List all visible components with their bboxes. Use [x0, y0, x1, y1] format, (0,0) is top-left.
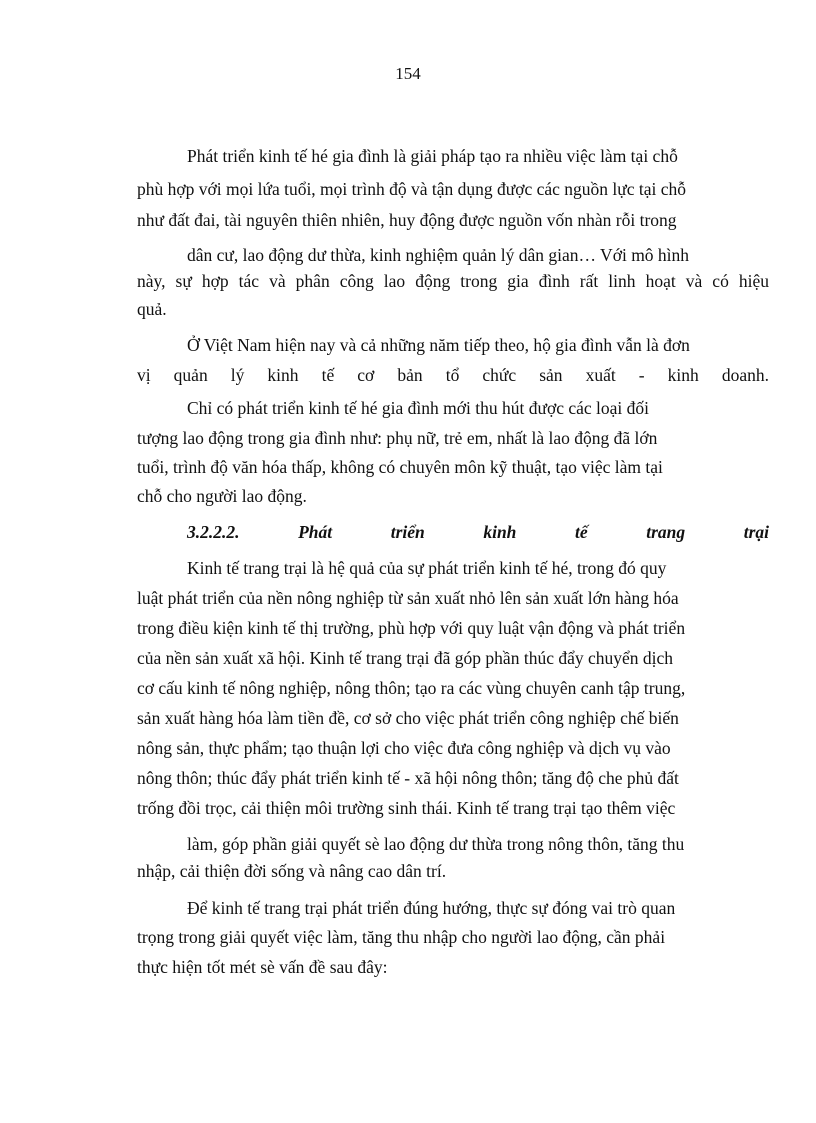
section-heading: 3.2.2.2. Phát triển kinh tế trang trại — [187, 522, 769, 542]
text-line: vị quản lý kinh tế cơ bản tổ chức sản xuất - kinh doanh. — [137, 365, 769, 385]
text-line: như đất đai, tài nguyên thiên nhiên, huy động được nguồn vốn nhàn rỗi trong — [137, 210, 677, 230]
text-line: thực hiện tốt mét sè vấn đề sau đây: — [137, 957, 388, 977]
text-line: Ở Việt Nam hiện nay và cả những năm tiếp theo, hộ gia đình vẫn là đơn — [187, 335, 690, 355]
text-line: trống đồi trọc, cải thiện môi trường sinh thái. Kinh tế trang trại tạo thêm việc — [137, 798, 676, 818]
text-line: nhập, cải thiện đời sống và nâng cao dân trí. — [137, 861, 447, 881]
text-line: nông sản, thực phẩm; tạo thuận lợi cho việc đưa công nghiệp và dịch vụ vào — [137, 738, 671, 758]
text-line: của nền sản xuất xã hội. Kinh tế trang trại đã góp phần thúc đẩy chuyển dịch — [137, 648, 674, 668]
text-line: trọng trong giải quyết việc làm, tăng thu nhập cho người lao động, cần phải — [137, 927, 666, 947]
text-line: Để kinh tế trang trại phát triển đúng hướng, thực sự đóng vai trò quan — [187, 898, 676, 918]
text-line: dân cư, lao động dư thừa, kinh nghiệm quản lý dân gian… Với mô hình — [187, 245, 690, 265]
text-line: tượng lao động trong gia đình như: phụ nữ, trẻ em, nhất là lao động đã lớn — [137, 428, 658, 448]
text-line: luật phát triển của nền nông nghiệp từ sản xuất nhỏ lên sản xuất lớn hàng hóa — [137, 588, 679, 608]
text-line: quả. — [137, 299, 167, 319]
text-line: trong điều kiện kinh tế thị trường, phù hợp với quy luật vận động và phát triển — [137, 618, 686, 638]
text-line: tuổi, trình độ văn hóa thấp, không có chuyên môn kỹ thuật, tạo việc làm tại — [137, 457, 663, 477]
text-line: Chỉ có phát triển kinh tế hé gia đình mới thu hút được các loại đối — [187, 398, 649, 418]
text-line: phù hợp với mọi lứa tuổi, mọi trình độ và tận dụng được các nguồn lực tại chỗ — [137, 179, 687, 199]
page-number: 154 — [395, 64, 421, 83]
text-line: Kinh tế trang trại là hệ quả của sự phát triển kinh tế hé, trong đó quy — [187, 558, 667, 578]
text-line: chỗ cho người lao động. — [137, 486, 307, 506]
text-line: nông thôn; thúc đẩy phát triển kinh tế - xã hội nông thôn; tăng độ che phủ đất — [137, 768, 679, 788]
text-line: này, sự hợp tác và phân công lao động trong gia đình rất linh hoạt và có hiệu — [137, 271, 769, 291]
text-line: Phát triển kinh tế hé gia đình là giải pháp tạo ra nhiều việc làm tại chỗ — [187, 146, 678, 166]
text-line: cơ cấu kinh tế nông nghiệp, nông thôn; tạo ra các vùng chuyên canh tập trung, — [137, 678, 686, 698]
text-line: sản xuất hàng hóa làm tiền đề, cơ sở cho việc phát triển công nghiệp chế biến — [137, 708, 679, 728]
text-line: làm, góp phần giải quyết sè lao động dư thừa trong nông thôn, tăng thu — [187, 834, 685, 854]
